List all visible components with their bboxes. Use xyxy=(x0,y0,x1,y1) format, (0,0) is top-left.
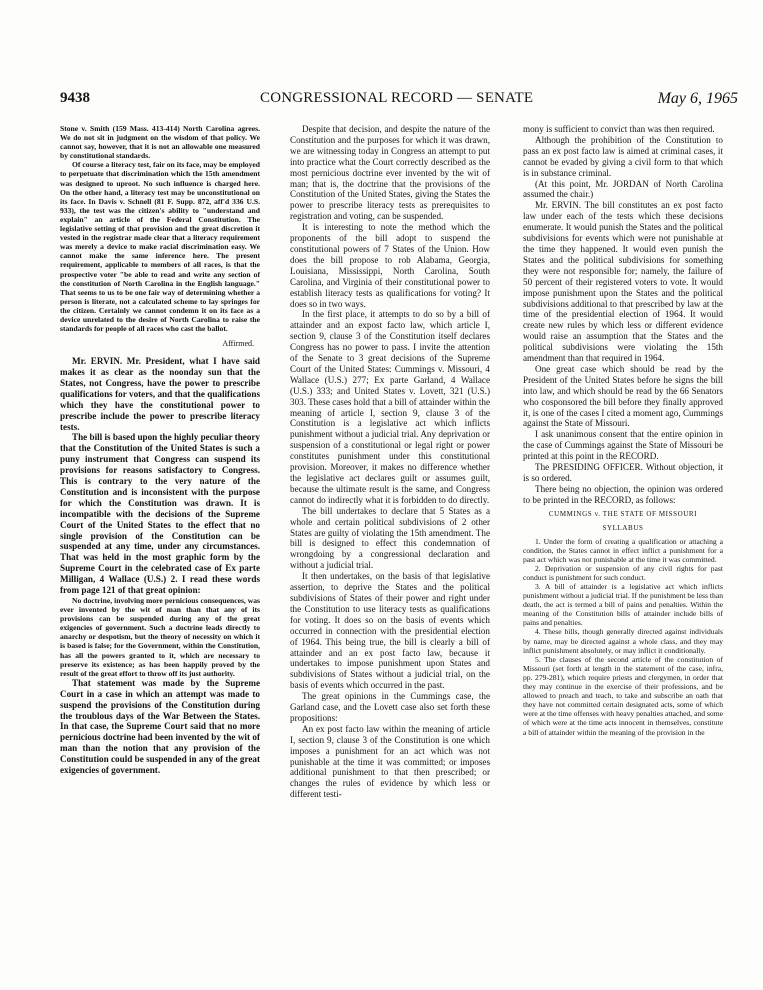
journal-title: CONGRESSIONAL RECORD — SENATE xyxy=(260,90,534,106)
column-middle xyxy=(290,124,490,800)
speech-paragraph: It is interesting to note the method which the proponents of the bill adopt to suspend the constitutional powers of 7 States of the Union. How does the bill propose to rob Alabama, Georgia, Louisiana, Mississippi, North Carolina, South Carolina, and Virginia of their constitutional power to establish literacy tests as qualifications for voting? It does so in two ways. xyxy=(290,222,490,309)
column-left xyxy=(60,124,260,776)
syllabus-item: 5. The clauses of the second article of the constitution of Missouri (set forth at length in the statement of the case, infra, pp. 279-281), which require priests and clergymen, in order that they may continue in the exercise of their professions, and be allowed to preach and teach, to take and subscribe an oath that they have not committed certain designated acts, some of which were at the time offenses with heavy penalties attached, and some of which were at the time acts innocent in themselves, constitute a bill of attainder within the meaning of the provision in the xyxy=(523,654,723,737)
case-title: CUMMINGS v. THE STATE OF MISSOURI xyxy=(548,509,698,518)
speech-paragraph: Mr. ERVIN. The bill constitutes an ex post facto law under each of the tests which these decisions enumerate. It would punish the States and the political subdivisions for events which were not punishable at the time they happened. It would even punish the States and the political subdivisions for something they were not responsible for; namely, the failure of 50 percent of their registered voters to vote. It would impose punishment upon the States and the political subdivisions additional to that prescribed by law at the time of the presidential election of 1964. It would create new rules by which less or different evidence would raise an assumption that the States and the political subdivisions were violating the 15th amendment than that required in 1964. xyxy=(523,200,723,364)
chair-note: (At this point, Mr. JORDAN of North Carolina assumed the chair.) xyxy=(523,178,723,200)
syllabus-item: 1. Under the form of creating a qualification or attaching a condition, the States cannot in effect inflict a punishment for a past act which was not punishable at the time it was committed. xyxy=(523,536,723,564)
speech-paragraph: I ask unanimous consent that the entire opinion in the case of Cummings against the State of Missouri be printed at this point in the RECORD. xyxy=(523,429,723,462)
speech-paragraph: Although the prohibition of the Constitution to pass an ex post facto law is aimed at criminal cases, it cannot be evaded by giving a civil form to that which is in substance criminal. xyxy=(523,134,723,178)
speech-paragraph: In the first place, it attempts to do so by a bill of attainder and an expost facto law, which article I, section 9, clause 3 of the Constitution itself declares Congress has no power to pass. I invite the attention of the Senate to 3 great decisions of the Supreme Court of the United States: Cummings v. Missouri, 4 Wallace (U.S.) 277; Ex parte Garland, 4 Wallace (U.S.) 333; and United States v. Lovett, 321 (U.S.) 303. These cases hold that a bill of attainder within the meaning of article I, section 9, clause 3 of the Constitution is a legislative act which inflicts punishment without a judicial trial. Any deprivation or suspension of a constitutional or legal right or power constitutes punishment under this constitutional provision. Moreover, it makes no difference whether the legislative act declares guilt or assumes guilt, because the ultimate result is the same, and Congress cannot do indirectly what it is forbidden to do directly. xyxy=(290,309,490,505)
speech-paragraph: mony is sufficient to convict than was then required. xyxy=(523,124,715,134)
syllabus-item: 4. These bills, though generally directed against individuals by name, may be directed against a whole class, and they may inflict punishment absolutely, or may inflict it conditionally. xyxy=(523,627,723,655)
speech-paragraph: There being no objection, the opinion was ordered to be printed in the RECORD, as follows: xyxy=(523,483,723,505)
speech-paragraph: The PRESIDING OFFICER. Without objection, it is so ordered. xyxy=(523,462,723,483)
speech-paragraph: One great case which should be read by the President of the United States before he signs the bill into law, and which should be read by the 66 Senators who cosponsored the bill before they finally approved it, is one of the cases I cited a moment ago, Cummings against the State of Missouri. xyxy=(523,363,723,429)
speech-paragraph: The bill undertakes to declare that 5 States as a whole and certain political subdivisions of 2 other States are guilty of violating the 15th amendment. The bill is designed to effect this condemnation of wrongdoing by a congressional declaration and without a judicial trial. xyxy=(290,505,490,571)
syllabus-item: 3. A bill of attainder is a legislative act which inflicts punishment without a judicial trial. If the punishment be less than death, the act is termed a bill of pains and penalties. Within the meaning of the Constitution bills of attainder include bills of pains and penalties. xyxy=(523,582,723,628)
column-right xyxy=(523,124,723,737)
quote-paragraph: Stone v. Smith (159 Mass. 413-414) North Carolina agrees. We do not sit in judgment on the wisdom of that policy. We cannot say, however, that it is not an allowable one measured by constitutional standards. xyxy=(60,124,260,161)
speech-paragraph: Despite that decision, and despite the nature of the Constitution and the purposes for which it was drawn, we are witnessing today in Congress an attempt to put into practice what the Court correctly described as the most pernicious doctrine ever invented by the wit of man; that is, the doctrine that the provisions of the Constitution of the United States, giving the States the power to prescribe literacy tests as prerequisites to registration and voting, can be suspended. xyxy=(290,124,490,222)
speech-paragraph: Mr. ERVIN. Mr. President, what I have said makes it as clear as the noonday sun that the States, not Congress, have the power to prescribe qualifications for voters, and that the qualifications which they have the constitutional power to prescribe include the power to prescribe literacy tests. xyxy=(60,356,260,432)
issue-date: May 6, 1965 xyxy=(657,90,738,107)
speech-paragraph: That statement was made by the Supreme Court in a case in which an attempt was made to suspend the provisions of the Constitution during the troublous days of the War Between the States. In that case, the Supreme Court said that no more pernicious doctrine had been invented by the wit of man than the notion that any provision of the Constitution could be suspended in any of the great exigencies of government. xyxy=(60,677,260,776)
quote-paragraph: Of course a literacy test, fair on its face, may be employed to perpetuate that discrimination which the 15th amendment was designed to uproot. No such influence is charged here. On the other hand, a literacy test may be unconstitutional on its face. In Davis v. Schnell (81 F. Supp. 872, aff'd 336 U.S. 933), the test was the citizen's ability to "understand and explain" an article of the Federal Constitution. The legislative setting of that provision and the great discretion it vested in the registrar made clear that a literacy requirement was merely a device to make racial discrimination easy. We cannot make the same inference here. The present requirement, applicable to members of all races, is that the prospective voter "be able to read and write any section of the constitution of North Carolina in the English language." That seems to us to be one fair way of determining whether a person is literate, not a calculated scheme to lay springes for the citizen. Certainly we cannot condemn it on its face as a device unrelated to the desire of North Carolina to raise the standards for people of all races who cast the ballot. xyxy=(60,160,260,334)
speech-paragraph: The bill is based upon the highly peculiar theory that the Constitution of the United States is such a puny instrument that Congress can suspend its provisions for reasons satisfactory to Congress. This is contrary to the very nature of the Constitution and is inconsistent with the purpose for which the Constitution was drawn. It is incompatible with the decisions of the Supreme Court of the United States to the effect that no single provision of the Constitution can be suspended at any time, under any circumstances. That was held in the most graphic form by the Supreme Court in the celebrated case of Ex parte Milligan, 4 Wallace (U.S.) 2. I read these words from page 121 of that great opinion: xyxy=(60,432,260,596)
speech-paragraph: The great opinions in the Cummings case, the Garland case, and the Lovett case also set forth these propositions: xyxy=(290,691,490,723)
quote-paragraph: No doctrine, involving more pernicious consequences, was ever invented by the wit of man than that any of its provisions can be suspended during any of the great exigencies of government. Such a doctrine leads directly to anarchy or despotism, but the theory of necessity on which it is based is false; for the Government, within the Constitution, has all the powers granted to it, which are necessary to preserve its existence; as has been happily proved by the result of the great effort to throw off its just authority. xyxy=(60,596,260,678)
page-number: 9438 xyxy=(60,90,90,106)
page-header xyxy=(60,90,738,116)
syllabus-item: 2. Deprivation or suspension of any civil rights for past conduct is punishment for such conduct. xyxy=(523,563,723,582)
speech-paragraph: It then undertakes, on the basis of that legislative assertion, to deprive the States and the political subdivisions of States of their power and right under the Constitution to use literacy tests as qualifications for voting. It does so on the basis of events which occurred in connection with the presidential election of 1964. This being true, the bill is clearly a bill of attainder and an ex post facto law, because it undertakes to impose punishment upon States and subdivisions of States without a judicial trial, on the basis of events which occurred in the past. xyxy=(290,571,490,691)
affirmed-line: Affirmed. xyxy=(222,339,254,349)
speech-paragraph: An ex post facto law within the meaning of article I, section 9, clause 3 of the Constitution is one which imposes a punishment for an act which was not punishable at the time it was committed; or imposes additional punishment to that then prescribed; or changes the rules of evidence by which less or different testi- xyxy=(290,723,490,800)
syllabus-heading: SYLLABUS xyxy=(602,523,644,532)
